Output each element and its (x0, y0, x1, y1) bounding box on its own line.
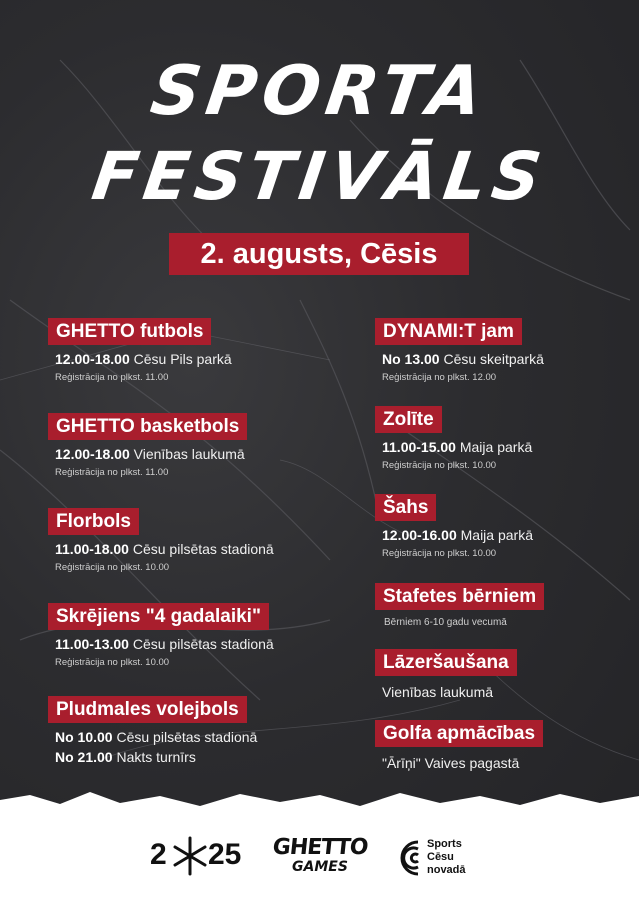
event-zolite (375, 406, 544, 494)
event-golfa-apmacibas (375, 720, 544, 771)
event-place: "Ārīņi" Vaives pagastā (382, 755, 520, 771)
event-time: 11.00-13.00 (55, 636, 129, 652)
event-registration: Reģistrācija no plkst. 10.00 (55, 657, 170, 668)
event-title: GHETTO basketbols (48, 413, 247, 440)
event-sahs (375, 494, 544, 583)
event-place: Cēsu pilsētas stadionā (132, 541, 274, 557)
event-place: Maija parkā (459, 439, 533, 455)
event-registration: Reģistrācija no plkst. 12.00 (382, 372, 497, 383)
event-place-2: Nakts turnīrs (116, 749, 196, 765)
event-place: Cēsu Pils parkā (133, 351, 232, 367)
event-time-place (48, 446, 274, 462)
event-title: GHETTO futbols (48, 318, 211, 345)
logo-2025-digit: 2 (150, 838, 167, 871)
event-time-place (48, 636, 274, 652)
event-time-place (48, 541, 274, 557)
right-column (375, 318, 544, 771)
event-registration: Reģistrācija no plkst. 10.00 (55, 562, 170, 573)
2025-logo (150, 834, 250, 878)
event-time-place (48, 351, 274, 367)
event-time-place (375, 351, 544, 367)
event-title: Zolīte (375, 406, 442, 433)
event-title: Šahs (375, 494, 436, 521)
ghetto-games-logo (272, 836, 368, 884)
event-registration: Reģistrācija no plkst. 10.00 (382, 548, 497, 559)
event-time: 12.00-16.00 (382, 527, 457, 543)
footer-logos (0, 816, 639, 903)
event-time-place (375, 527, 544, 543)
event-place: Cēsu skeitparkā (443, 351, 544, 367)
event-place: Cēsu pilsētas stadionā (132, 636, 274, 652)
event-dynamit-jam (375, 318, 544, 406)
logo-2025-digits: 25 (208, 838, 242, 871)
title-line-2: FESTIVĀLS (87, 138, 552, 215)
event-registration: Reģistrācija no plkst. 11.00 (55, 372, 169, 383)
date-banner: 2. augusts, Cēsis (169, 233, 469, 275)
event-place: Cēsu pilsētas stadionā (116, 729, 258, 745)
event-lazersausana (375, 649, 544, 720)
event-skrejiens (48, 603, 274, 696)
games-text: GAMES (292, 859, 348, 875)
event-place: Vienības laukumā (133, 446, 245, 462)
sports-line-2: Cēsu (427, 851, 454, 863)
event-time: 11.00-18.00 (55, 541, 129, 557)
event-ghetto-futbols (48, 318, 274, 413)
event-time: No 13.00 (382, 351, 440, 367)
event-registration: Reģistrācija no plkst. 11.00 (55, 467, 169, 478)
event-title: Lāzeršaušana (375, 649, 517, 676)
event-place: Vienības laukumā (382, 684, 494, 700)
event-note: Bērniem 6-10 gadu vecumā (384, 617, 507, 628)
left-column (48, 318, 274, 765)
event-title: DYNAMI:T jam (375, 318, 522, 345)
sports-c-icon (390, 838, 422, 878)
event-registration: Reģistrācija no plkst. 10.00 (382, 460, 497, 471)
event-ghetto-basketbols (48, 413, 274, 508)
event-time: 12.00-18.00 (55, 351, 130, 367)
event-place: Maija parkā (460, 527, 533, 543)
event-florbols (48, 508, 274, 603)
event-title: Florbols (48, 508, 139, 535)
event-title: Pludmales volejbols (48, 696, 247, 723)
event-time-place (48, 729, 274, 745)
event-title: Golfa apmācības (375, 720, 543, 747)
event-time: 11.00-15.00 (382, 439, 456, 455)
title-line-1: SPORTA (146, 52, 493, 131)
event-time-2: No 21.00 (55, 749, 113, 765)
ghetto-text: GHETTO (271, 835, 369, 860)
event-time-place (375, 439, 544, 455)
event-title: Skrējiens "4 gadalaiki" (48, 603, 269, 630)
snowflake-icon (172, 836, 208, 876)
sports-line-3: novadā (427, 864, 466, 876)
event-time-place-2 (48, 749, 274, 765)
event-time: 12.00-18.00 (55, 446, 130, 462)
event-stafetes-berniem (375, 583, 544, 649)
sports-text (427, 838, 466, 877)
event-time: No 10.00 (55, 729, 113, 745)
sports-cesu-novada-logo (390, 836, 490, 884)
event-pludmales-volejbols (48, 696, 274, 765)
event-title: Stafetes bērniem (375, 583, 544, 610)
sports-line-1: Sports (427, 838, 462, 850)
